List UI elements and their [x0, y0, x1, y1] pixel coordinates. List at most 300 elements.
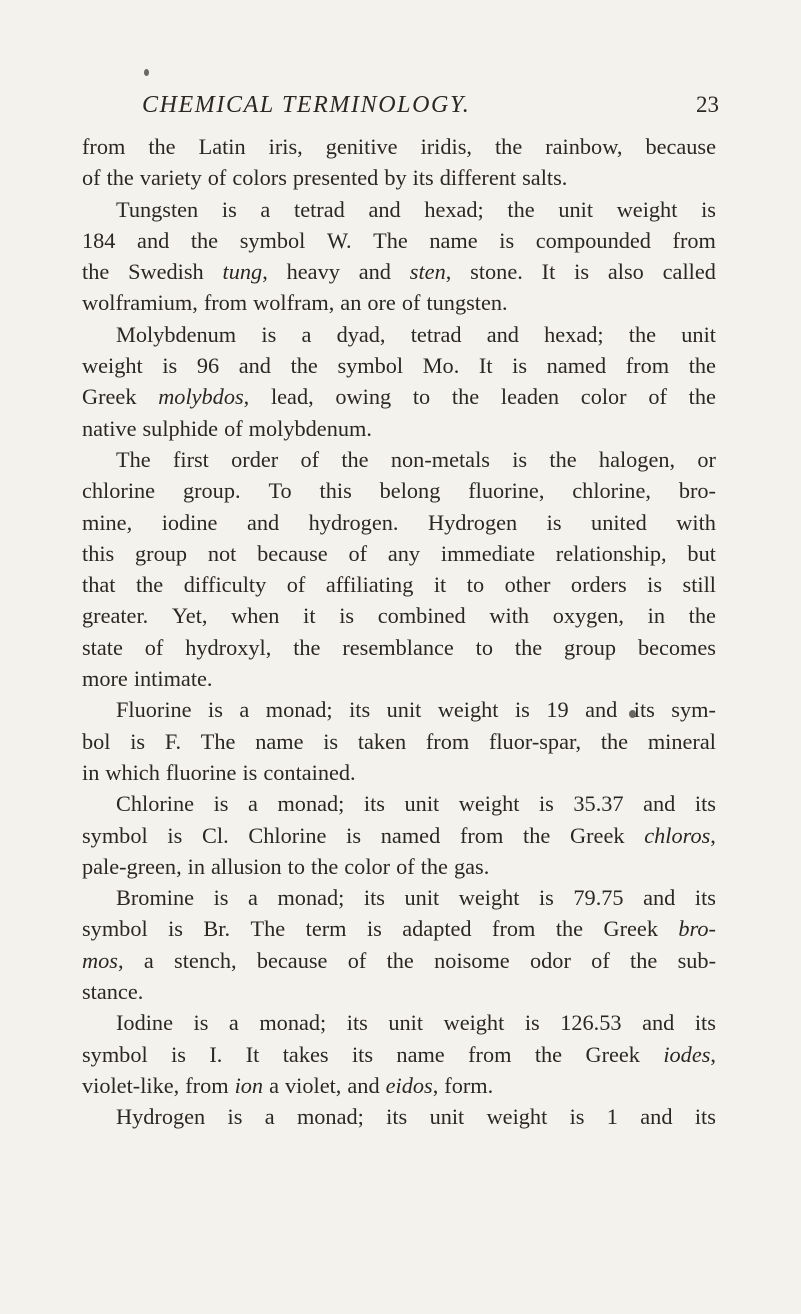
word — [492, 913, 535, 944]
word — [645, 131, 716, 162]
word — [648, 600, 665, 631]
word — [530, 945, 571, 976]
word — [134, 663, 213, 694]
text-fragment: iodine — [161, 509, 218, 535]
text-fragment: which — [105, 759, 160, 785]
text-fragment: monad; — [277, 791, 345, 817]
word — [287, 256, 340, 287]
text-fragment: order — [231, 446, 279, 472]
text-fragment: chlorine, — [572, 478, 651, 504]
word — [430, 1101, 465, 1132]
word — [643, 882, 675, 913]
word — [148, 131, 175, 162]
page-number: 23 — [696, 92, 719, 117]
word — [168, 913, 183, 944]
text-fragment: because — [256, 947, 328, 973]
text-fragment: takes — [282, 1041, 329, 1067]
word — [489, 726, 581, 757]
text-line — [82, 757, 716, 788]
word — [144, 945, 154, 976]
text-fragment: the — [507, 196, 535, 222]
text-fragment: a — [269, 1072, 280, 1098]
text-fragment: Hydrogen — [116, 1104, 206, 1130]
text-fragment: stance. — [82, 979, 144, 1005]
word — [671, 694, 716, 725]
text-fragment: Mo. — [422, 353, 460, 379]
word — [82, 851, 182, 882]
text-line — [82, 162, 716, 193]
text-fragment: the — [293, 634, 321, 660]
text-fragment: when — [231, 603, 280, 629]
text-fragment: The — [200, 728, 236, 754]
word — [571, 569, 627, 600]
text-fragment: lead, — [270, 384, 314, 410]
text-fragment: symbol — [337, 353, 404, 379]
word — [368, 194, 400, 225]
text-fragment: its — [694, 885, 716, 911]
word — [184, 569, 267, 600]
word — [387, 945, 414, 976]
text-fragment: salts. — [522, 165, 568, 191]
text-fragment: its — [386, 1104, 408, 1130]
text-fragment: combined — [377, 603, 466, 629]
word — [229, 1007, 239, 1038]
text-fragment: more — [82, 666, 128, 692]
word — [515, 694, 530, 725]
text-fragment: genitive — [325, 134, 398, 159]
word — [201, 726, 236, 757]
text-fragment: an — [340, 290, 362, 316]
word — [231, 600, 279, 631]
text-fragment: , — [710, 822, 716, 848]
text-fragment: unit — [386, 697, 422, 723]
word — [410, 256, 452, 287]
word — [607, 1101, 618, 1132]
word — [679, 475, 716, 506]
word — [381, 820, 440, 851]
text-fragment: or — [697, 446, 716, 472]
text-fragment: taken — [357, 728, 407, 754]
word — [512, 350, 527, 381]
text-fragment: and — [585, 697, 618, 723]
text-fragment: its — [363, 791, 385, 817]
text-fragment: of — [396, 853, 415, 879]
word — [208, 538, 237, 569]
text-fragment: Chlorine — [116, 791, 195, 817]
text-fragment: any — [387, 540, 421, 566]
text-fragment: 19 — [546, 697, 569, 723]
text-fragment: native — [82, 415, 137, 441]
italic-term: bro- — [678, 916, 716, 942]
text-fragment: unit — [404, 885, 440, 911]
text-line — [82, 882, 716, 913]
word — [512, 444, 527, 475]
word — [428, 507, 517, 538]
text-fragment: Chlorine — [248, 822, 327, 848]
italic-term: iodes — [663, 1041, 711, 1067]
text-fragment: its — [694, 1010, 716, 1036]
word — [470, 256, 523, 287]
word — [574, 256, 589, 287]
word — [260, 194, 270, 225]
text-fragment: not — [207, 540, 237, 566]
word — [228, 1101, 243, 1132]
italic-term: chloros — [644, 822, 711, 848]
text-fragment: presented — [292, 165, 379, 191]
word — [136, 569, 163, 600]
text-fragment: it — [433, 572, 447, 598]
text-fragment: of — [401, 290, 421, 316]
italic-term: ion — [234, 1072, 264, 1098]
text-fragment: is — [701, 196, 716, 222]
word — [349, 538, 368, 569]
word — [421, 851, 448, 882]
text-fragment: symbol — [82, 1041, 148, 1067]
word — [386, 1070, 439, 1101]
word — [535, 1039, 562, 1070]
word — [311, 851, 338, 882]
word — [479, 350, 493, 381]
word — [116, 194, 198, 225]
text-fragment: Molybdenum — [116, 321, 237, 347]
text-fragment: the — [341, 446, 369, 472]
word — [135, 538, 187, 569]
word — [341, 444, 368, 475]
text-fragment: ore — [367, 290, 396, 316]
word — [82, 287, 198, 318]
word — [441, 538, 535, 569]
text-fragment: wolfram, — [253, 290, 335, 316]
word — [388, 1007, 423, 1038]
text-line — [82, 913, 716, 944]
text-fragment: to — [412, 384, 431, 410]
text-fragment: term — [305, 916, 347, 942]
word — [199, 131, 246, 162]
text-fragment: 79.75 — [573, 885, 624, 911]
word — [467, 569, 484, 600]
word — [468, 1039, 511, 1070]
text-fragment: but — [687, 540, 716, 566]
word — [689, 381, 716, 412]
text-fragment: sub- — [677, 947, 716, 973]
word — [572, 475, 651, 506]
text-fragment: 126.53 — [560, 1010, 622, 1036]
word — [638, 632, 716, 663]
text-fragment: from — [185, 1072, 229, 1098]
text-fragment: The — [116, 446, 151, 472]
word — [644, 820, 716, 851]
text-fragment: is — [193, 1010, 209, 1036]
text-fragment: , — [432, 1072, 439, 1098]
text-fragment: from — [625, 353, 670, 379]
word — [235, 1070, 264, 1101]
text-fragment: , — [117, 947, 124, 973]
word — [82, 225, 115, 256]
text-line — [82, 381, 716, 412]
word — [188, 851, 205, 882]
word — [194, 1007, 209, 1038]
text-fragment: monad; — [277, 885, 345, 911]
word — [232, 162, 287, 193]
word — [239, 350, 271, 381]
text-fragment: the — [549, 446, 577, 472]
text-fragment: form. — [444, 1072, 494, 1098]
word — [349, 694, 370, 725]
text-fragment: from — [203, 290, 248, 316]
word — [438, 694, 499, 725]
text-fragment: hexad; — [424, 196, 484, 222]
text-fragment: the — [420, 853, 448, 879]
text-fragment: because — [257, 540, 328, 566]
word — [648, 726, 716, 757]
word — [599, 444, 675, 475]
word — [303, 600, 315, 631]
word — [209, 1039, 222, 1070]
text-fragment: dyad, — [336, 321, 386, 347]
word — [342, 632, 453, 663]
word — [116, 319, 236, 350]
text-fragment: monad; — [265, 697, 333, 723]
text-fragment: and — [358, 259, 391, 285]
text-fragment: Cl. — [202, 822, 229, 848]
text-fragment: state — [82, 634, 123, 660]
text-fragment: hydroxyl, — [185, 634, 272, 660]
text-fragment: Iodine — [116, 1010, 173, 1036]
word — [326, 569, 414, 600]
word — [242, 757, 257, 788]
word — [689, 600, 716, 631]
word — [211, 851, 282, 882]
text-fragment: hydrogen. — [308, 509, 399, 535]
text-fragment: Greek — [570, 822, 625, 848]
text-fragment: It — [245, 1041, 260, 1067]
word — [444, 1007, 505, 1038]
text-fragment: and — [643, 791, 676, 817]
text-fragment: becomes — [637, 634, 716, 660]
text-fragment: the — [106, 165, 134, 191]
word — [630, 945, 657, 976]
word — [202, 820, 229, 851]
word — [573, 788, 623, 819]
word — [107, 162, 134, 193]
text-fragment: allusion — [211, 853, 282, 879]
text-fragment: violet-like, — [82, 1072, 180, 1098]
text-fragment: of — [300, 446, 320, 472]
text-fragment: W. — [326, 227, 352, 253]
text-fragment: to — [466, 572, 485, 598]
text-fragment: unit — [429, 1104, 465, 1130]
word — [309, 507, 399, 538]
text-fragment: Latin — [198, 134, 246, 159]
ink-blemish — [144, 69, 149, 76]
text-fragment: is — [261, 321, 277, 347]
text-fragment: the — [688, 353, 716, 379]
word — [116, 788, 194, 819]
word — [239, 694, 249, 725]
text-fragment: a — [248, 791, 258, 817]
text-fragment: is — [323, 728, 339, 754]
text-fragment: other — [504, 572, 551, 598]
word — [626, 350, 669, 381]
text-fragment: Hydrogen — [427, 509, 518, 535]
text-fragment: group. — [182, 478, 241, 504]
word — [440, 162, 516, 193]
word — [386, 1101, 407, 1132]
text-line — [82, 569, 716, 600]
text-fragment: also — [607, 259, 644, 285]
word — [681, 319, 716, 350]
text-fragment: molybdenum. — [248, 415, 372, 441]
word — [172, 600, 208, 631]
text-fragment: intimate. — [133, 666, 213, 692]
page-header — [0, 92, 801, 122]
word — [697, 444, 716, 475]
text-fragment: weight — [82, 353, 143, 379]
text-fragment: stench, — [174, 947, 237, 973]
word — [222, 194, 237, 225]
word — [140, 162, 202, 193]
text-fragment: a — [301, 321, 312, 347]
text-fragment: its — [363, 885, 385, 911]
text-fragment: is — [168, 916, 183, 942]
word — [424, 194, 483, 225]
text-fragment: the — [386, 947, 414, 973]
word — [643, 788, 675, 819]
word — [116, 694, 192, 725]
text-fragment: color — [580, 384, 627, 410]
running-title: CHEMICAL TERMINOLOGY. — [142, 92, 471, 118]
word — [413, 381, 430, 412]
text-fragment: tetrad — [294, 196, 345, 222]
word — [373, 225, 408, 256]
word — [82, 131, 125, 162]
text-fragment: bro- — [678, 478, 716, 504]
text-fragment: its — [351, 1041, 374, 1067]
word — [204, 287, 247, 318]
text-fragment: heavy — [286, 259, 340, 285]
word — [171, 1039, 186, 1070]
text-line — [82, 287, 716, 318]
text-fragment: is — [242, 759, 258, 785]
word — [489, 600, 529, 631]
word — [348, 945, 367, 976]
word — [352, 1039, 373, 1070]
text-fragment: compounded — [535, 227, 651, 253]
text-fragment: of — [347, 947, 367, 973]
text-fragment: unit — [388, 1010, 424, 1036]
word — [701, 194, 716, 225]
text-fragment: from — [425, 728, 470, 754]
word — [591, 945, 610, 976]
word — [105, 757, 160, 788]
text-fragment: name — [396, 1041, 445, 1067]
word — [581, 381, 627, 412]
text-fragment: is — [538, 885, 554, 911]
text-line — [82, 350, 716, 381]
text-fragment: a — [228, 1010, 239, 1036]
word — [253, 287, 334, 318]
text-fragment: is — [227, 1104, 243, 1130]
text-fragment: It — [541, 259, 556, 285]
text-fragment: odor — [530, 947, 571, 973]
word — [82, 256, 109, 287]
text-fragment: of — [591, 947, 610, 973]
text-fragment: is — [208, 697, 223, 723]
text-fragment: is — [569, 1104, 585, 1130]
text-fragment: monad; — [259, 1010, 327, 1036]
text-fragment: unit — [558, 196, 594, 222]
text-fragment: Fluorine — [116, 697, 192, 723]
word — [523, 820, 550, 851]
word — [663, 256, 716, 287]
text-fragment: is — [366, 916, 382, 942]
text-fragment: oxygen, — [552, 603, 624, 629]
text-fragment: and — [368, 196, 401, 222]
text-fragment: to — [475, 634, 494, 660]
word — [387, 694, 422, 725]
text-fragment: Greek — [82, 384, 137, 410]
text-fragment: and — [486, 321, 519, 347]
text-fragment: the — [555, 916, 584, 942]
word — [411, 319, 462, 350]
body-text — [82, 131, 716, 1133]
word — [547, 350, 606, 381]
text-fragment: is — [346, 822, 362, 848]
word — [525, 1007, 540, 1038]
word — [145, 632, 164, 663]
text-fragment: 184 — [82, 227, 116, 253]
word — [191, 225, 218, 256]
word — [359, 256, 391, 287]
word — [320, 475, 352, 506]
word — [542, 256, 556, 287]
text-fragment: named — [380, 822, 441, 848]
word — [573, 882, 623, 913]
text-fragment: of — [348, 540, 368, 566]
word — [263, 757, 355, 788]
word — [214, 882, 229, 913]
text-fragment: contained. — [263, 759, 356, 785]
word — [293, 632, 320, 663]
word — [367, 913, 382, 944]
word — [82, 632, 123, 663]
text-fragment: by — [384, 165, 407, 191]
text-fragment: Yet, — [171, 603, 208, 629]
word — [495, 131, 522, 162]
text-fragment: the — [290, 353, 318, 379]
text-fragment: Bromine — [116, 885, 195, 911]
text-fragment: halogen, — [598, 446, 676, 472]
text-line — [82, 413, 716, 444]
text-fragment: and — [137, 227, 170, 253]
word — [82, 1039, 148, 1070]
word — [165, 726, 181, 757]
text-fragment: The — [250, 916, 286, 942]
word — [642, 1007, 674, 1038]
text-line — [82, 694, 716, 725]
text-fragment: group — [564, 634, 617, 660]
text-fragment: this — [319, 478, 352, 504]
text-fragment: affiliating — [325, 572, 414, 598]
word — [358, 726, 406, 757]
text-fragment: the — [148, 134, 176, 159]
text-fragment: tetrad — [410, 321, 462, 347]
text-fragment: this — [82, 540, 115, 566]
text-fragment: is — [213, 791, 229, 817]
text-fragment: a — [260, 196, 271, 222]
text-fragment: To — [268, 478, 292, 504]
text-line — [82, 1007, 716, 1038]
